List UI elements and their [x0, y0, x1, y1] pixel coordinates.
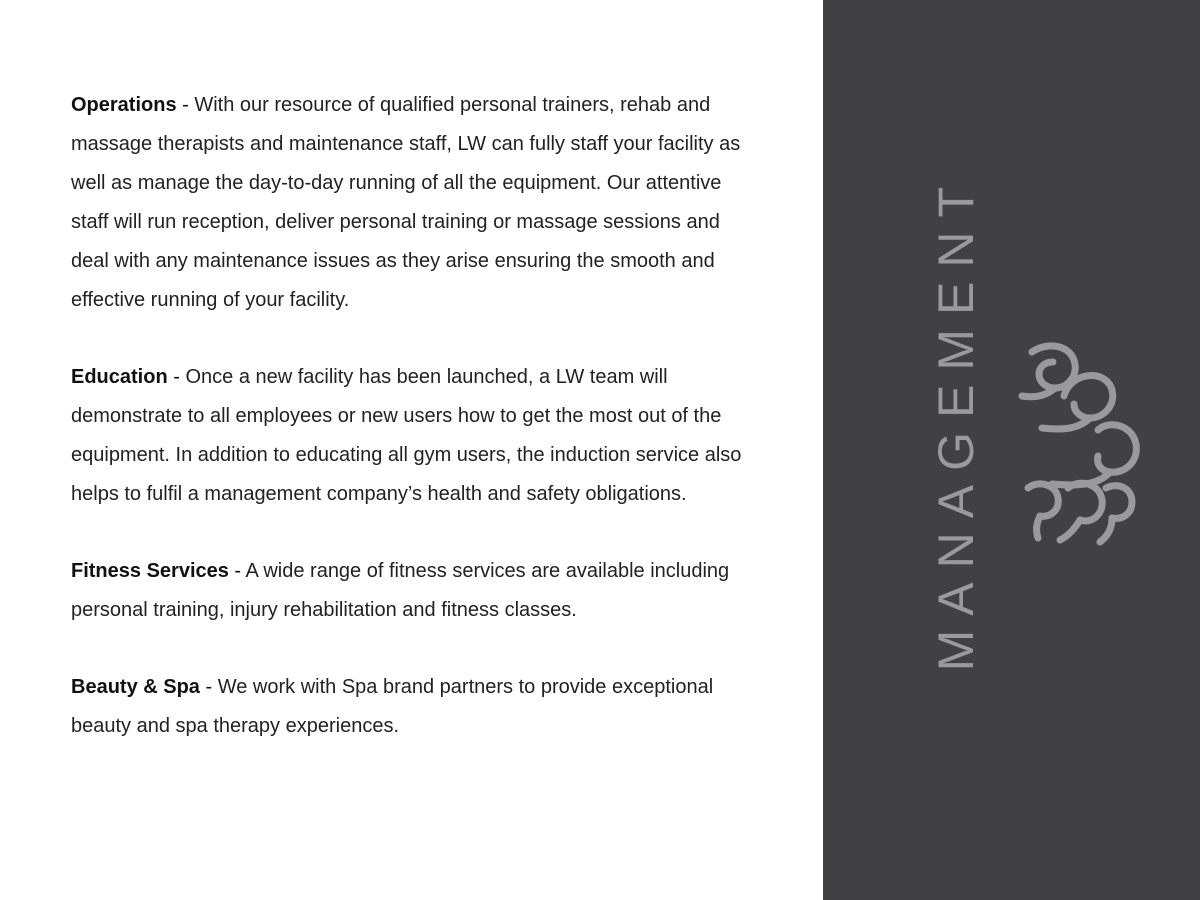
section-education [71, 358, 761, 514]
section-separator: - [199, 676, 218, 698]
three-people-icon [1008, 338, 1158, 548]
panel-title: MANAGEMENT [928, 173, 984, 672]
section-title: Beauty & Spa [71, 676, 200, 698]
section-body: A wide range of fitness services are available including personal training, injury rehabilitation and fitness classes. [71, 560, 730, 621]
section-beauty-spa [71, 668, 761, 746]
section-fitness-services [71, 552, 761, 630]
section-separator: - [228, 560, 246, 582]
section-separator: - [176, 94, 195, 116]
section-title: Operations [71, 94, 177, 116]
section-title: Fitness Services [71, 560, 229, 582]
section-body: Once a new facility has been launched, a LW team will demonstrate to all employees or new users how to get the most out of the equipment. In addition to educating all gym users, the induction service also helps to fulfil a management company’s health and safety obligations. [71, 366, 742, 505]
services-content [71, 86, 761, 784]
section-operations [71, 86, 761, 320]
section-body: With our resource of qualified personal trainers, rehab and massage therapists and maintenance staff, LW can fully staff your facility as well as manage the day-to-day running of all the equipment. Our attentive staff will run reception, deliver personal training or massage sessions and deal with any maintenance issues as they arise ensuring the smooth and effective running of your facility. [71, 94, 741, 311]
section-title: Education [71, 366, 168, 388]
section-body: We work with Spa brand partners to provide exceptional beauty and spa therapy experiences. [71, 676, 714, 737]
section-separator: - [167, 366, 186, 388]
